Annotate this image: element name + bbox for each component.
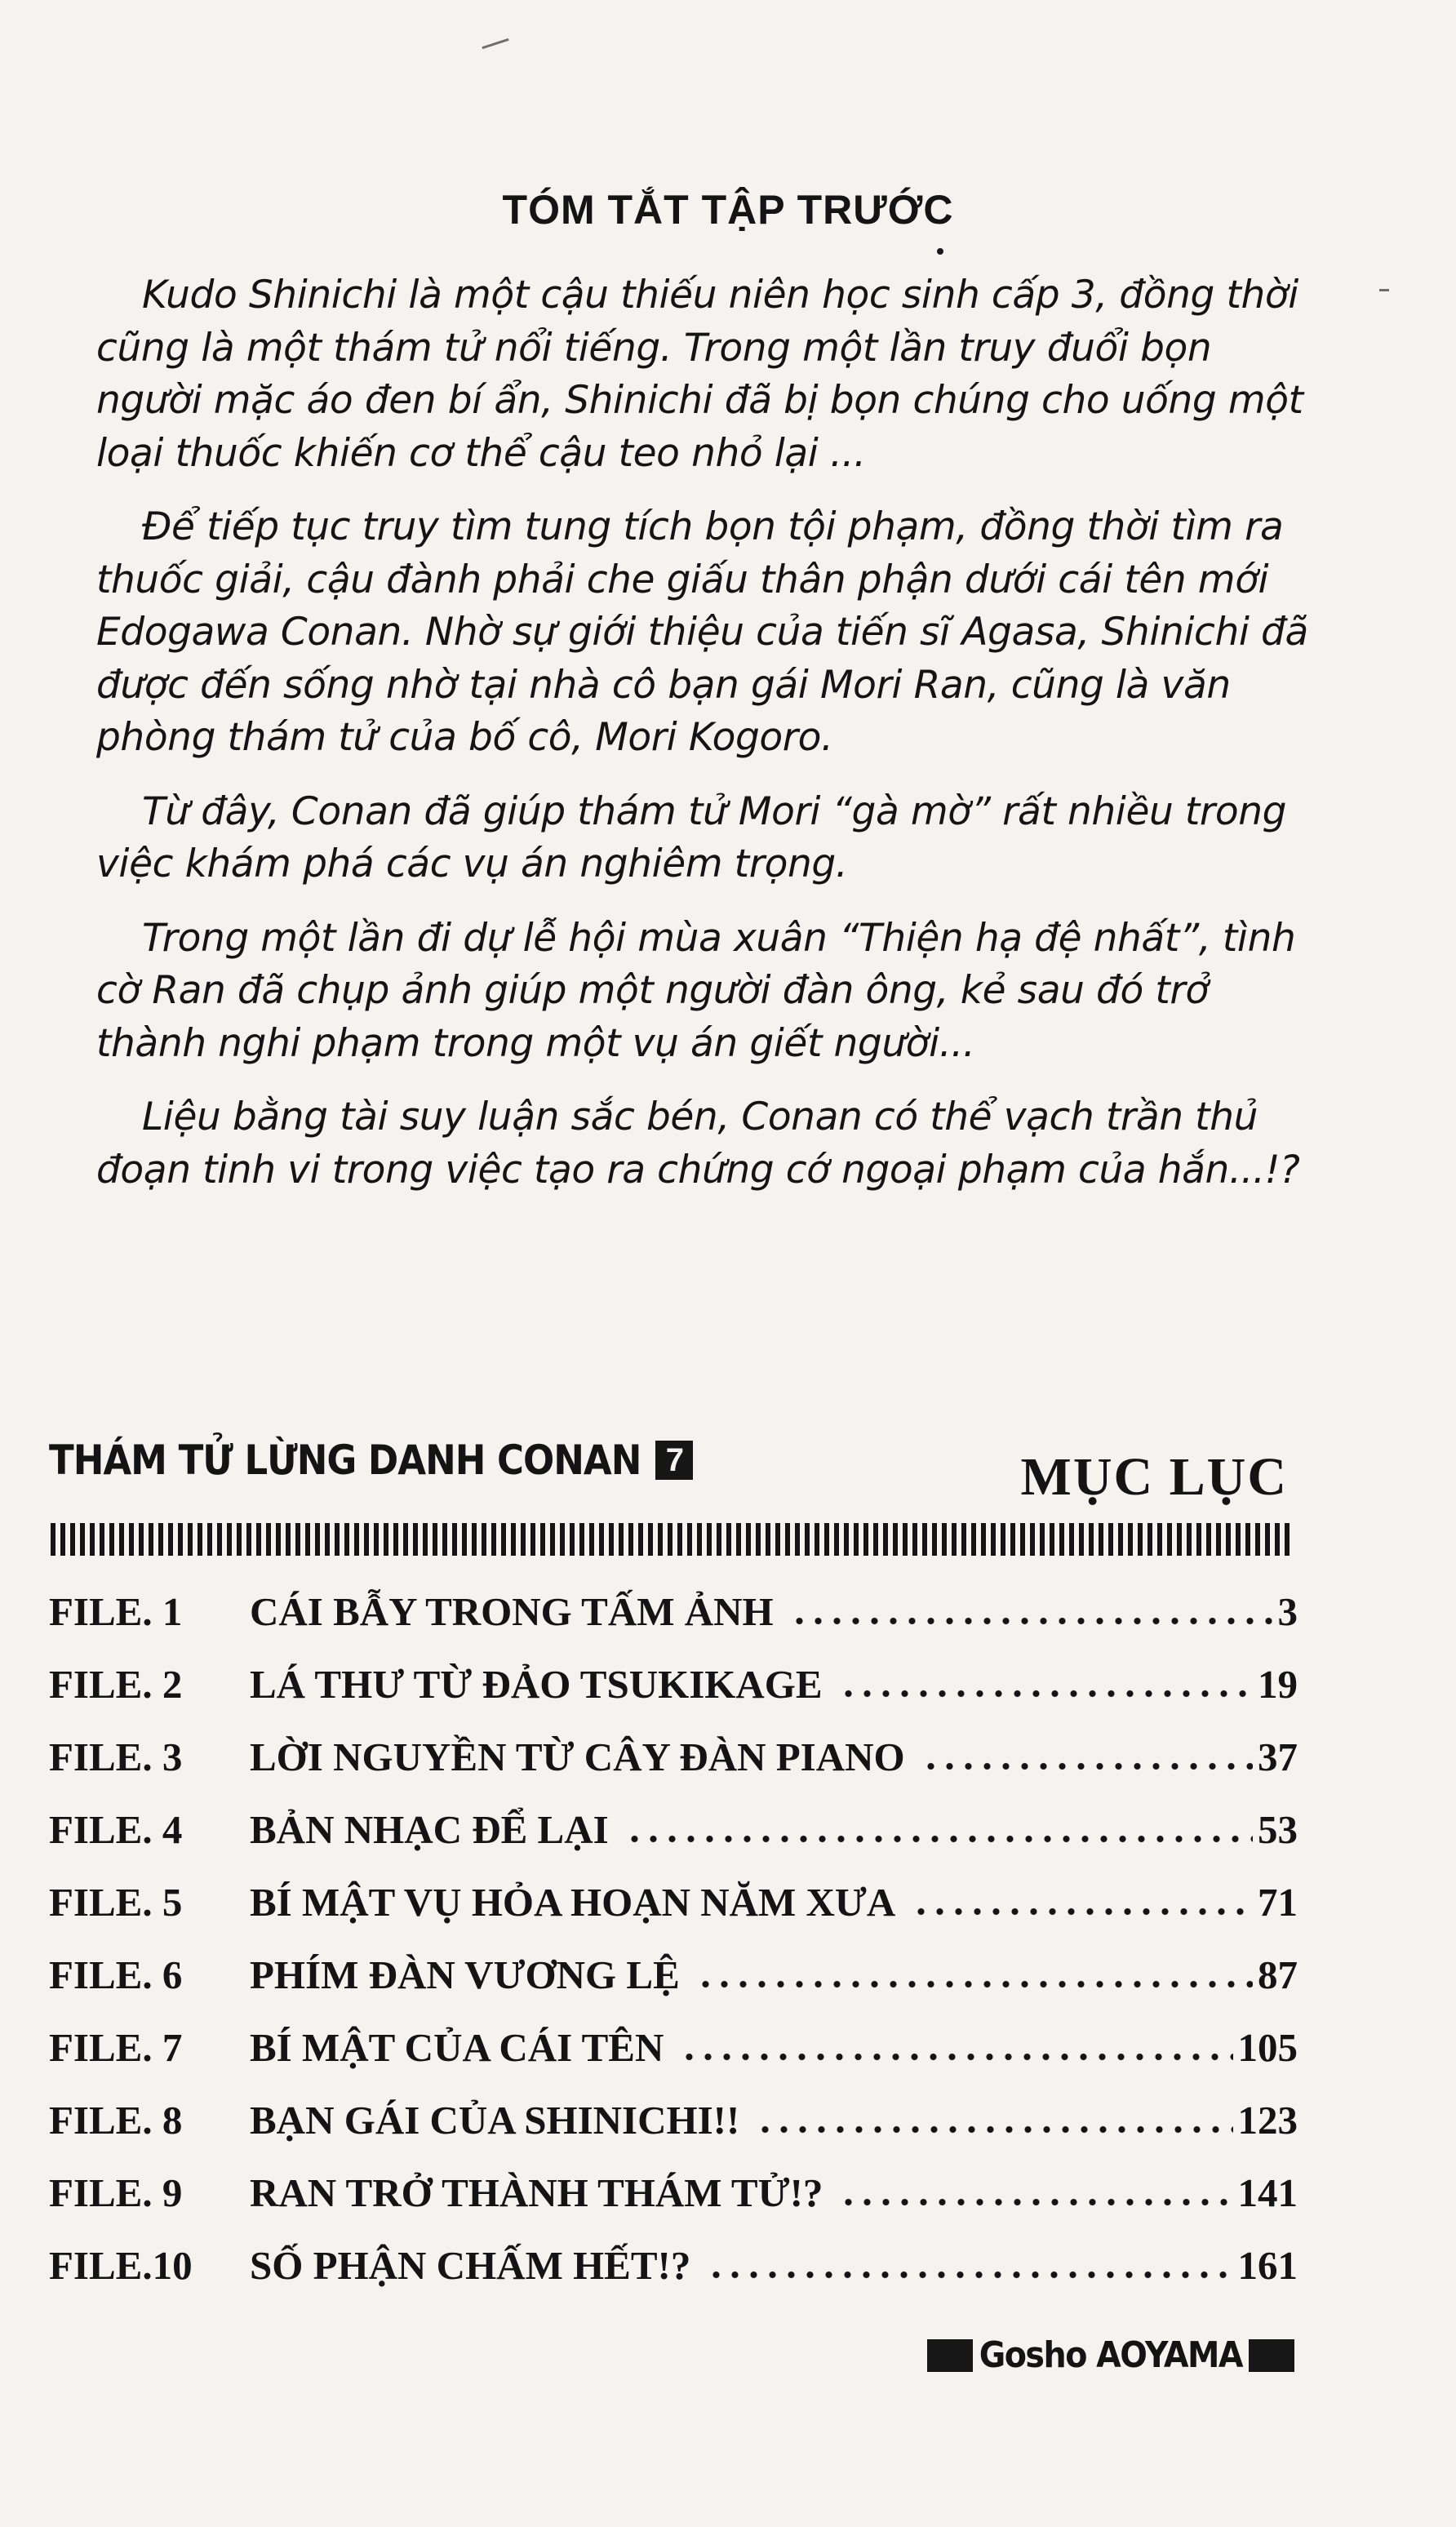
author-credit	[927, 2334, 1294, 2376]
toc-chapter-title: LÁ THƯ TỪ ĐẢO TSUKIKAGE	[250, 1662, 823, 1707]
toc-file-label: FILE. 5	[49, 1880, 183, 1925]
summary-title: TÓM TẮT TẬP TRƯỚC	[502, 187, 954, 233]
ink-dot	[937, 248, 943, 255]
series-title-text: THÁM TỬ LỪNG DANH CONAN	[49, 1437, 641, 1484]
toc-chapter-title: BÍ MẬT VỤ HỎA HOẠN NĂM XƯA	[250, 1880, 896, 1925]
toc-leader-dots	[839, 1689, 1253, 1699]
paper-mark	[1379, 289, 1389, 291]
summary-paragraph: Để tiếp tục truy tìm tung tích bọn tội phạm, đồng thời tìm ra thuốc giải, cậu đành phải che giấu thân phận dưới cái tên mới Edogawa Conan. Nhờ sự giới thiệu của tiến sĩ Agasa, Shinichi đã được đến sống nhờ tại nhà cô bạn gái Mori Ran, cũng là văn phòng thám tử của bố cô, Mori Kogoro.	[96, 504, 1308, 760]
toc-chapter-title: SỐ PHẬN CHẤM HẾT!?	[250, 2243, 691, 2288]
toc-file-label: FILE. 8	[49, 2098, 183, 2143]
series-title	[49, 1437, 693, 1484]
toc-entry	[49, 2229, 1298, 2302]
toc-page-number: 37	[1258, 1734, 1298, 1779]
summary-text	[96, 269, 1316, 1218]
toc-page-number: 105	[1237, 2025, 1298, 2070]
toc-entry	[49, 1866, 1298, 1939]
toc-leader-dots	[680, 2052, 1232, 2062]
toc-chapter-title: CÁI BẪY TRONG TẤM ẢNH	[250, 1589, 774, 1634]
toc-leader-dots	[707, 2270, 1232, 2280]
toc-entry	[49, 2156, 1298, 2229]
volume-badge: 7	[655, 1441, 693, 1480]
toc-file-label: FILE. 2	[49, 1662, 183, 1707]
toc-leader-dots	[839, 2197, 1232, 2207]
toc-page-number: 3	[1277, 1589, 1298, 1634]
toc-chapter-title: BẢN NHẠC ĐỂ LẠI	[250, 1807, 609, 1852]
summary-paragraph: Từ đây, Conan đã giúp thám tử Mori “gà mờ” rất nhiều trong việc khám phá các vụ án nghiêm trọng.	[96, 788, 1287, 886]
toc-page-number: 87	[1258, 1952, 1298, 1997]
toc-leader-dots	[921, 1761, 1253, 1771]
toc-file-label: FILE. 9	[49, 2170, 183, 2215]
toc-leader-dots	[790, 1616, 1273, 1626]
toc-page-number: 161	[1237, 2243, 1298, 2288]
toc-file-label: FILE. 4	[49, 1807, 183, 1852]
toc-entry	[49, 1939, 1298, 2011]
toc-page-number: 19	[1258, 1662, 1298, 1707]
toc-leader-dots	[756, 2125, 1232, 2134]
toc-chapter-title: BÍ MẬT CỦA CÁI TÊN	[250, 2025, 664, 2070]
summary-paragraph: Trong một lần đi dự lễ hội mùa xuân “Thiện hạ đệ nhất”, tình cờ Ran đã chụp ảnh giúp một người đàn ông, kẻ sau đó trở thành nghi phạm trong một vụ án giết người...	[96, 915, 1296, 1066]
toc-file-label: FILE.10	[49, 2243, 193, 2288]
table-of-contents	[49, 1575, 1298, 2302]
toc-leader-dots	[912, 1907, 1253, 1916]
paper-mark	[482, 38, 508, 49]
toc-leader-dots	[696, 1979, 1253, 1989]
toc-file-label: FILE. 1	[49, 1589, 183, 1634]
toc-leader-dots	[625, 1834, 1253, 1844]
decorative-barcode-divider	[51, 1523, 1293, 1556]
decorative-block	[927, 2339, 973, 2372]
summary-paragraph: Kudo Shinichi là một cậu thiếu niên học sinh cấp 3, đồng thời cũng là một thám tử nổi tiếng. Trong một lần truy đuổi bọn người mặc áo đen bí ẩn, Shinichi đã bị bọn chúng cho uống một loại thuốc khiến cơ thể cậu teo nhỏ lại ...	[96, 273, 1303, 476]
toc-entry	[49, 1648, 1298, 1721]
decorative-block	[1249, 2339, 1294, 2372]
toc-entry	[49, 1575, 1298, 1648]
toc-entry	[49, 1721, 1298, 1793]
summary-paragraph: Liệu bằng tài suy luận sắc bén, Conan có thể vạch trần thủ đoạn tinh vi trong việc tạo ra chứng cớ ngoại phạm của hắn...!?	[96, 1095, 1300, 1192]
toc-page-number: 123	[1237, 2098, 1298, 2143]
toc-page-number: 71	[1258, 1880, 1298, 1925]
toc-chapter-title: BẠN GÁI CỦA SHINICHI!!	[250, 2098, 740, 2143]
toc-entry	[49, 2011, 1298, 2084]
toc-entry	[49, 1793, 1298, 1866]
toc-file-label: FILE. 7	[49, 2025, 183, 2070]
toc-chapter-title: LỜI NGUYỀN TỪ CÂY ĐÀN PIANO	[250, 1734, 905, 1779]
toc-file-label: FILE. 3	[49, 1734, 183, 1779]
toc-chapter-title: PHÍM ĐÀN VƯƠNG LỆ	[250, 1952, 680, 1997]
author-name: Gosho AOYAMA	[979, 2334, 1242, 2376]
toc-chapter-title: RAN TRỞ THÀNH THÁM TỬ!?	[250, 2170, 823, 2215]
toc-title: MỤC LỤC	[1020, 1447, 1288, 1507]
toc-page-number: 53	[1258, 1807, 1298, 1852]
toc-entry	[49, 2084, 1298, 2156]
toc-page-number: 141	[1237, 2170, 1298, 2215]
toc-file-label: FILE. 6	[49, 1952, 183, 1997]
